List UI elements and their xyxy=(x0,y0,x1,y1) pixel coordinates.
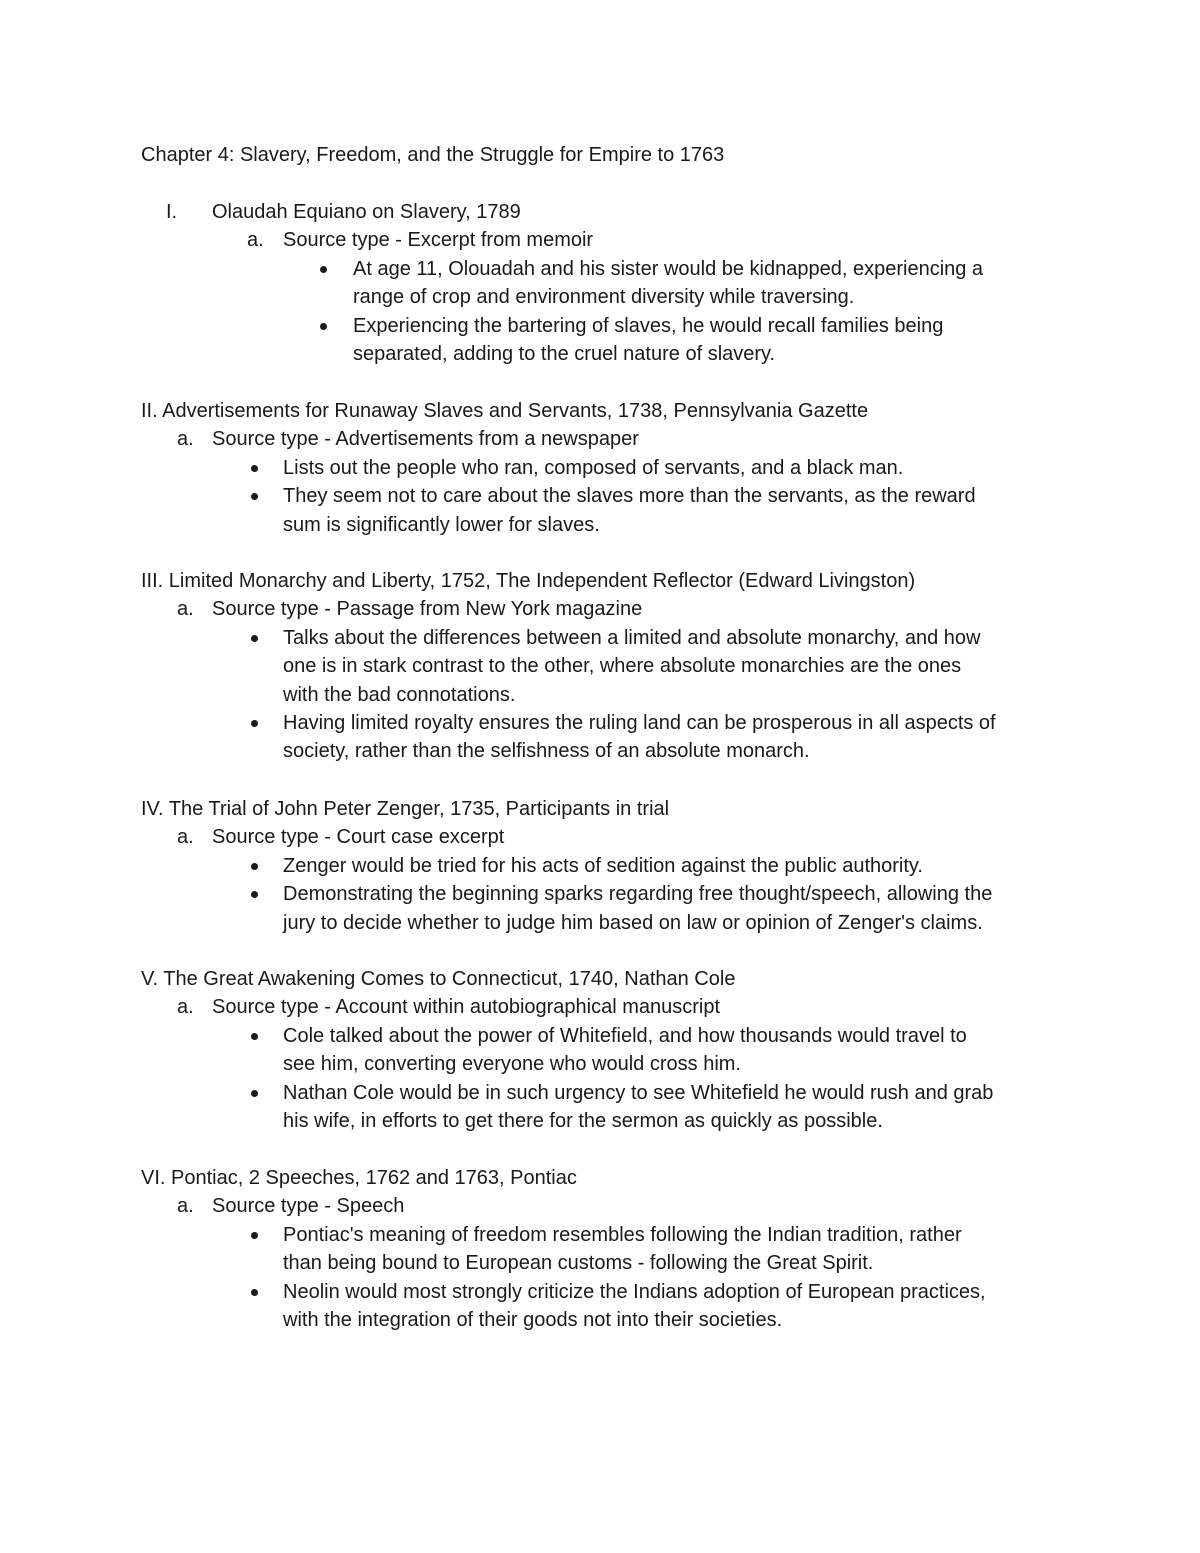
source-type-text: Source type - Passage from New York magazine xyxy=(212,598,643,621)
bullet-icon xyxy=(251,1033,258,1040)
bullet-item xyxy=(0,255,1200,312)
source-type-item xyxy=(0,595,1200,623)
section-heading: V. The Great Awakening Comes to Connecticut, 1740, Nathan Cole xyxy=(141,968,736,990)
bullet-text-line: one is in stark contrast to the other, where absolute monarchies are the ones xyxy=(283,655,962,678)
outline-section xyxy=(0,567,1200,766)
outline-section xyxy=(0,1164,1200,1334)
source-type-item xyxy=(0,993,1200,1021)
bullet-text-line: Experiencing the bartering of slaves, he would recall families being xyxy=(353,314,944,337)
bullet-text-line: than being bound to European customs - following the Great Spirit. xyxy=(283,1252,874,1275)
list-letter: a. xyxy=(177,826,194,849)
bullet-item xyxy=(0,709,1200,766)
bullet-text-line: Demonstrating the beginning sparks regarding free thought/speech, allowing the xyxy=(283,883,993,906)
source-type-text: Source type - Account within autobiographical manuscript xyxy=(212,996,721,1019)
bullet-item xyxy=(0,454,1200,482)
roman-numeral: I. xyxy=(166,201,178,223)
source-type-item xyxy=(0,226,1200,254)
bullet-item xyxy=(0,1022,1200,1079)
bullet-item xyxy=(0,880,1200,937)
bullet-icon xyxy=(251,1090,258,1097)
chapter-title: Chapter 4: Slavery, Freedom, and the Struggle for Empire to 1763 xyxy=(141,144,725,166)
section-heading-text: Olaudah Equiano on Slavery, 1789 xyxy=(212,201,521,223)
bullet-item xyxy=(0,1079,1200,1136)
outline-section xyxy=(0,795,1200,937)
bullet-item xyxy=(0,312,1200,369)
bullet-text-line: see him, converting everyone who would cross him. xyxy=(283,1053,741,1076)
bullet-icon xyxy=(320,266,327,273)
bullet-text-line: Neolin would most strongly criticize the Indians adoption of European practices, xyxy=(283,1280,986,1303)
outline-section xyxy=(0,965,1200,1135)
bullet-icon xyxy=(251,863,258,870)
bullet-text-line: sum is significantly lower for slaves. xyxy=(283,513,600,536)
bullet-item xyxy=(0,624,1200,709)
bullet-text-line: jury to decide whether to judge him based on law or opinion of Zenger's claims. xyxy=(283,911,983,934)
section-heading: II. Advertisements for Runaway Slaves and Servants, 1738, Pennsylvania Gazette xyxy=(141,400,869,422)
bullet-icon xyxy=(251,493,258,500)
bullet-text-line: Having limited royalty ensures the ruling land can be prosperous in all aspects of xyxy=(283,712,996,735)
section-heading xyxy=(0,198,1200,226)
source-type-text: Source type - Speech xyxy=(212,1195,405,1218)
source-type-text: Source type - Excerpt from memoir xyxy=(283,229,594,252)
bullet-icon xyxy=(320,323,327,330)
source-type-item xyxy=(0,1192,1200,1220)
source-type-item xyxy=(0,425,1200,453)
bullet-text-line: Nathan Cole would be in such urgency to see Whitefield he would rush and grab xyxy=(283,1081,994,1104)
bullet-item xyxy=(0,852,1200,880)
section-heading: VI. Pontiac, 2 Speeches, 1762 and 1763, Pontiac xyxy=(141,1167,577,1189)
bullet-icon xyxy=(251,891,258,898)
section-heading: III. Limited Monarchy and Liberty, 1752, The Independent Reflector (Edward Livingston) xyxy=(141,570,916,592)
bullet-item xyxy=(0,482,1200,539)
bullet-text-line: Cole talked about the power of Whitefield, and how thousands would travel to xyxy=(283,1024,967,1047)
source-type-text: Source type - Court case excerpt xyxy=(212,826,505,849)
bullet-text-line: Pontiac's meaning of freedom resembles following the Indian tradition, rather xyxy=(283,1223,962,1246)
bullet-text-line: Zenger would be tried for his acts of sedition against the public authority. xyxy=(283,854,923,877)
source-type-text: Source type - Advertisements from a newspaper xyxy=(212,428,639,451)
list-letter: a. xyxy=(177,428,194,451)
bullet-text-line: They seem not to care about the slaves more than the servants, as the reward xyxy=(283,485,976,508)
bullet-text-line: At age 11, Olouadah and his sister would be kidnapped, experiencing a xyxy=(353,257,984,280)
bullet-icon xyxy=(251,465,258,472)
list-letter: a. xyxy=(247,229,264,252)
bullet-icon xyxy=(251,635,258,642)
list-letter: a. xyxy=(177,996,194,1019)
bullet-text-line: Talks about the differences between a limited and absolute monarchy, and how xyxy=(283,626,981,649)
bullet-text-line: society, rather than the selfishness of an absolute monarch. xyxy=(283,740,810,763)
bullet-text-line: with the integration of their goods not into their societies. xyxy=(283,1309,783,1332)
bullet-text-line: his wife, in efforts to get there for the sermon as quickly as possible. xyxy=(283,1110,883,1133)
bullet-icon xyxy=(251,720,258,727)
bullet-item xyxy=(0,1221,1200,1278)
bullet-icon xyxy=(251,1232,258,1239)
list-letter: a. xyxy=(177,1195,194,1218)
bullet-text-line: range of crop and environment diversity while traversing. xyxy=(353,286,855,309)
list-letter: a. xyxy=(177,598,194,621)
section-heading: IV. The Trial of John Peter Zenger, 1735, Participants in trial xyxy=(141,798,670,820)
source-type-item xyxy=(0,823,1200,851)
bullet-icon xyxy=(251,1289,258,1296)
bullet-text-line: with the bad connotations. xyxy=(283,683,516,706)
outline-section xyxy=(0,198,1200,368)
bullet-text-line: Lists out the people who ran, composed of servants, and a black man. xyxy=(283,456,904,479)
bullet-item xyxy=(0,1278,1200,1335)
outline-section xyxy=(0,397,1200,539)
bullet-text-line: separated, adding to the cruel nature of slavery. xyxy=(353,343,776,365)
